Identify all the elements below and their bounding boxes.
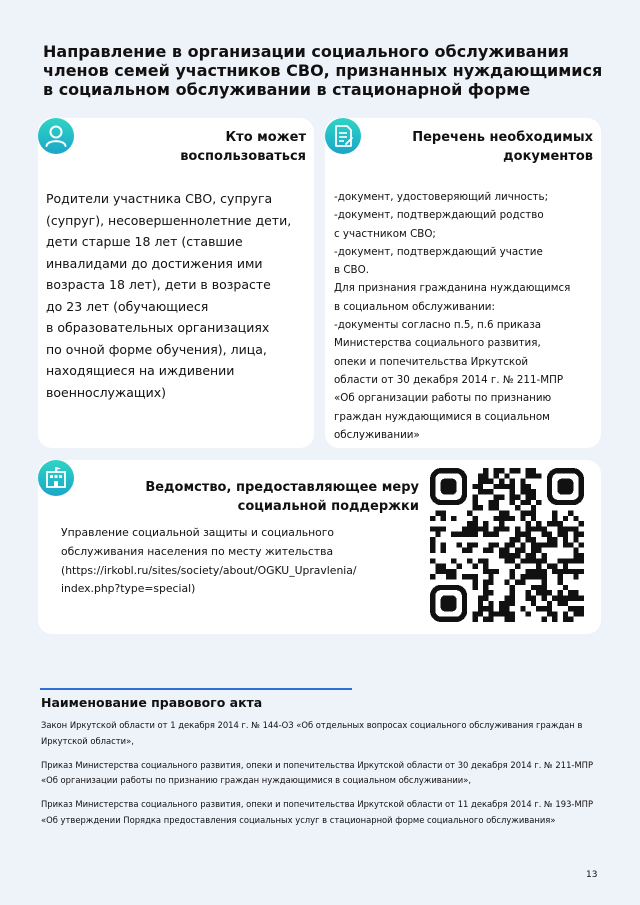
who-heading-line1: Кто может [225,130,306,145]
list-item: в социальном обслуживании: [334,300,495,313]
documents-heading [373,128,593,166]
department-heading-line1: Ведомство, предоставляющее меру [145,480,419,495]
text-line: обслуживания населения по месту жительства [61,544,334,558]
text-line: военнослужащих) [46,384,167,400]
page-number: 13 [586,870,598,880]
building-icon [38,460,74,496]
text-line: (супруг), несовершеннолетние дети, [46,212,292,228]
who-heading [86,128,306,166]
law-item: Закон Иркутской области от 1 декабря 2014 г. № 144-ОЗ «Об отдельных вопросах социального обслуживания граждан в Иркутской области», [41,720,583,746]
who-heading-line2: воспользоваться [180,149,306,164]
documents-heading-line2: документов [503,149,593,164]
person-icon [38,118,74,154]
page-title: Направление в организации социального обслуживания членов семей участников СВО, признанных нуждающимися в социальном обслуживании в стационарной форме [43,42,603,99]
qr-code-graphic [430,468,584,622]
who-text [46,188,310,403]
list-item: «Об организации работы по признанию [334,392,552,405]
list-item: области от 30 декабря 2014 г. № 211-МПР [334,373,564,386]
text-line: по очной форме обучения), лица, [46,341,267,357]
list-item: с участником СВО; [334,227,436,240]
text-line: дети старше 18 лет (ставшие [46,234,243,249]
text-line: находящиеся на иждивении [46,363,235,378]
list-item: обслуживании» [334,428,420,441]
list-item: Для признания гражданина нуждающимся [334,282,571,295]
documents-list [334,188,598,444]
law-item: Приказ Министерства социального развития, опеки и попечительства Иркутской области от 11 декабря 2014 г. № 193-МПР «Об утверждении Порядка предоставления социальных услуг в стационарной форме социального обслуживания» [41,799,594,825]
text-line: Управление социальной защиты и социального [61,526,335,539]
law-list [41,718,601,837]
department-heading-line2: социальной поддержки [237,499,419,514]
text-line: инвалидами до достижения ими [46,255,263,271]
list-item: -документы согласно п.5, п.6 приказа [334,319,542,332]
list-item: опеки и попечительства Иркутской [334,355,529,368]
list-item: -документ, подтверждающий родство [334,209,544,222]
document-icon [325,118,361,154]
law-item: Приказ Министерства социального развития, опеки и попечительства Иркутской области от 30 декабря 2014 г. № 211-МПР «Об организации работы по признанию граждан нуждающимися в социальном обслуживании», [41,759,594,786]
list-item: -документ, удостоверяющий личность; [334,191,549,203]
text-line: возраста 18 лет), дети в возрасте [46,277,271,292]
law-heading: Наименование правового акта [41,695,263,710]
list-item: Министерства социального развития, [334,337,541,350]
documents-heading-line1: Перечень необходимых [412,130,593,145]
qr-code [430,468,584,622]
list-item: в СВО. [334,264,369,277]
department-link-end[interactable]: index.php?type=special) [61,582,196,596]
department-text [61,524,401,599]
list-item: -документ, подтверждающий участие [334,245,543,258]
text-line: до 23 лет (обучающиеся [46,298,209,314]
text-line: в образовательных организациях [46,320,270,335]
text-line: Родители участника СВО, супруга [46,191,273,206]
section-divider [40,688,352,690]
department-link[interactable]: (https://irkobl.ru/sites/society/about/OGKU_Upravlenia/ [61,563,357,577]
list-item: граждан нуждающимися в социальном [334,410,550,423]
who-card [38,118,314,448]
department-heading [98,478,419,516]
documents-card [325,118,601,448]
